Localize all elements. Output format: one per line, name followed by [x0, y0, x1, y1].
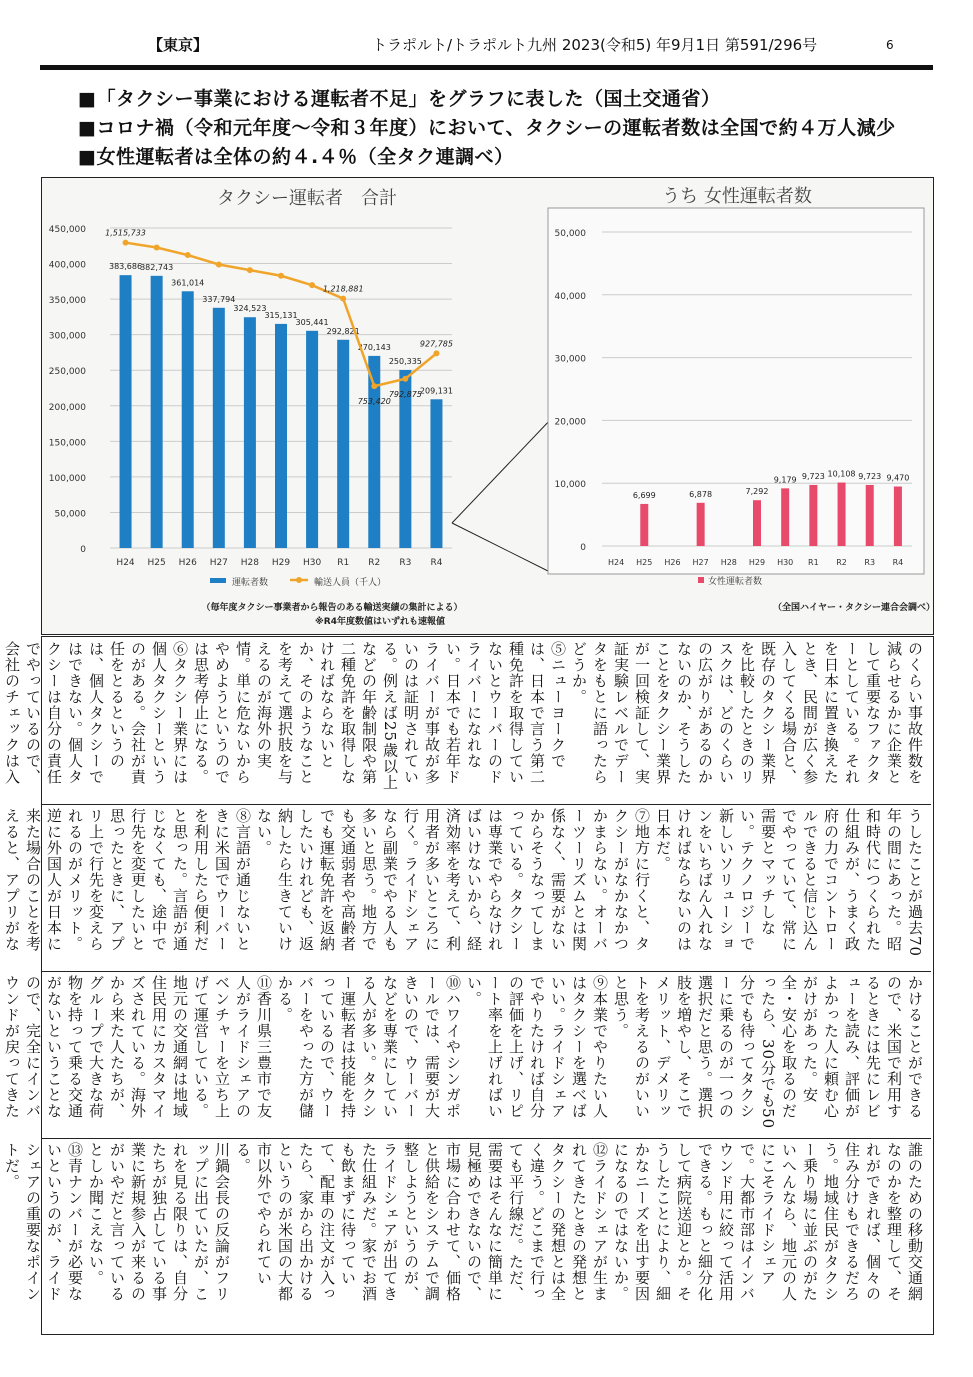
chart1-line-label: 792,875 — [388, 389, 422, 399]
chart2-y-tick: 50,000 — [554, 229, 586, 239]
chart1-bar — [244, 317, 256, 548]
chart2-legend-label: 女性運転者数 — [708, 577, 763, 587]
article-paragraph: 誰のための移動交通網なのかを整理して、それができれば、個々の住み分けもできるだろう。地域住民がタクシー乗り場に並ぶのがたいへんなら、地元の人にこそライドシェアで。大都市部はインバウンド用に絞って活用できる。もっと細分化して病院送迎とか。そうしたことにより、細かなニーズを出す要因になるのではないか。 — [612, 1142, 924, 1302]
chart2-bar-label: 9,723 — [858, 471, 882, 481]
chart1-bar-label: 250,335 — [388, 356, 422, 366]
chart1-bar — [213, 308, 225, 548]
chart1-line-point — [433, 350, 439, 356]
chart1-bar — [120, 275, 132, 548]
chart1-x-tick: H28 — [240, 558, 260, 568]
chart1-bar-label: 209,131 — [419, 386, 454, 396]
bullet-1: ■「タクシー事業における運転者不足」をグラフに表した（国土交通省） — [78, 88, 721, 110]
article-paragraph: ⑬青ナンバーが必要ないというのが、ライドシェアの重要なポイントだ。 — [3, 1142, 84, 1302]
chart1-x-tick: R3 — [399, 558, 412, 568]
chart1-bar-label: 382,743 — [140, 262, 174, 272]
article-paragraph: ⑪香川県三豊市で友人がライドシェアのベンチャーを立ち上げて運営している。地元の交通網は地域住民用にカスタマイズされている。海外から来た人たちが、グループで大きな荷物を持って乗る交通がないということなので、完全にインバウンドが戻ってきた — [3, 975, 273, 1119]
chart1-x-tick: H27 — [209, 558, 228, 568]
chart2-bar-label: 6,699 — [632, 490, 656, 500]
chart1-legend-bar-swatch — [210, 578, 226, 583]
chart2-y-tick: 40,000 — [554, 291, 586, 302]
region-label: 【東京】 — [148, 36, 209, 54]
zoom-line-top — [452, 418, 552, 523]
article-paragraph: 川鍋会長の反論がフリップに出ていたが、これを見る限りは、自分たちが独占している事業に新規参入が来るのがいやだと言っているとしか聞こえない。 — [87, 1142, 231, 1302]
chart1-line-point — [340, 296, 346, 302]
article-band-divider — [42, 971, 931, 972]
chart2-x-tick: H25 — [636, 558, 653, 567]
chart1-y-tick: 400,000 — [48, 260, 86, 271]
chart2-note: （全国ハイヤー・タクシー連合会調べ） — [772, 603, 936, 613]
chart2-x-tick: H29 — [748, 558, 766, 567]
chart1-bar-label: 324,523 — [233, 304, 267, 314]
chart1-legend-line-marker — [296, 577, 302, 583]
chart2-bar-label: 9,470 — [886, 473, 910, 483]
chart1-bar-label: 383,686 — [108, 262, 143, 272]
chart2-bar-label: 6,878 — [689, 489, 713, 499]
chart2-x-tick: R1 — [808, 558, 819, 567]
chart1-line-label: 1,218,881 — [322, 284, 364, 294]
article-paragraph: ⑤ニューヨークでは、日本で言う第二種免許を取得していないとウーバーのドライバーになれない。日本でも若年ドライバーが事故が多いのは証明されている。例えば25歳以上などの年齢制限や第二種免許を取得しなければならないとか、そのようなことを考えて選択肢を与えるのが海外の実情。単に危ないからやめようというのでは思考停止になる。 — [192, 641, 567, 791]
chart2-x-tick: R2 — [836, 558, 847, 567]
bullet-3: ■女性運転者は全体の約４.４％（全タク連調べ） — [78, 146, 514, 168]
chart2-bar — [753, 500, 761, 546]
chart1-x-tick: H24 — [116, 558, 135, 568]
chart1-y-tick: 450,000 — [48, 225, 86, 235]
header-rule — [40, 65, 933, 70]
chart1-y-tick: 300,000 — [48, 331, 86, 342]
chart1-bar — [275, 324, 287, 548]
chart1-line-label: 927,785 — [419, 339, 454, 349]
chart1-line-point — [185, 252, 191, 258]
chart1-line-point — [402, 376, 408, 382]
chart1-y-tick: 250,000 — [48, 367, 86, 378]
page-number: 6 — [886, 38, 894, 52]
chart1-x-tick: H29 — [271, 558, 291, 568]
chart2-bar — [640, 504, 648, 546]
charts-svg — [42, 178, 936, 634]
chart1-line-label: 753,420 — [357, 397, 391, 407]
chart-figure — [41, 177, 934, 635]
article-paragraph: ⑦地方に行くと、タクシーがなかなかつかまらない。オーバーツーリズムとは関係なく、需要がないからそうなってしまっている。タクシーは専業でやらなければいけないから、経済効率を考えて、利用者が多いところに行く。ライドシェアなら副業でやる人も多いと思う。地方でも交通弱者や高齢者でも運転免許を返納したいけれども、返納したら生きていけない。 — [255, 808, 651, 952]
chart1-y-tick: 50,000 — [54, 509, 86, 520]
chart2-bar-label: 10,108 — [827, 469, 856, 479]
article-band-divider — [42, 1138, 931, 1139]
chart1-bar-label: 361,014 — [171, 278, 205, 288]
chart2-bar — [894, 487, 902, 546]
chart1-x-tick: H30 — [302, 558, 322, 568]
chart1-x-tick: R2 — [368, 558, 381, 568]
chart1-title: タクシー運転者 合計 — [217, 188, 397, 209]
article-paragraph: かけることができるので、米国で利用するときには先にレビューを読み、評価がよかった人に頼む心がけがあった。安全・安心を取るのだったら、30分でも50分でも待ってタクシーに乗るのが一つの選択だと思う。選択肢を増やし、そこでメリット、デメリットを考えるのがいいと思う。 — [612, 975, 924, 1130]
chart1-x-tick: R4 — [430, 558, 443, 568]
chart1-line-point — [154, 245, 160, 251]
chart1-bar-label: 305,441 — [295, 317, 329, 327]
chart1-line-point — [278, 273, 284, 279]
page-header — [0, 30, 973, 60]
chart2-x-tick: H27 — [692, 558, 709, 567]
chart2-bar — [866, 485, 874, 546]
chart2-x-tick: H24 — [607, 558, 625, 567]
chart1-bar-label: 315,131 — [264, 310, 298, 320]
article-band — [3, 806, 929, 969]
article-paragraph: のくらい事故件数を減らせるかに企業として重要なファクターとしている。それを日本に置き換えたとき、民間が広く参入してくる場合と、既存のタクシー業界を比較したときのリスクは、どのくらいの広がりがあるのかないのか、そうしたことをタクシー業界が一回検証して、実証実験レベルでデータをもとに語ったらどうか。 — [570, 641, 924, 785]
chart1-legend-bar-label: 運転者数 — [232, 578, 269, 588]
chart1-note-1: （毎年度タクシー事業者から報告のある輸送実績の集計による） — [201, 603, 463, 613]
chart1-x-tick: H26 — [178, 558, 197, 568]
chart2-legend-swatch — [698, 577, 704, 583]
article-paragraph: ⑫ライドシェアが生まれてきたときの発想とタクシーの発想とは全く違う。どこまで行っても平行線だ。ただ、需要はそんなに簡単に見極めできないので、市場に合わせて、価格と供給をシステムで調整しようというのが、ライドシェアが出てきた仕組みだ。家でお酒も飲まずに待っていて、配車の注文が入ったら、家から出かけるというのが米国の大都市以外でやられている。 — [234, 1142, 609, 1302]
article-band — [3, 973, 929, 1136]
chart2-bar-label: 9,723 — [801, 471, 825, 481]
chart2-x-tick: R3 — [864, 558, 876, 567]
chart1-y-tick: 350,000 — [48, 296, 86, 307]
chart1-bar — [337, 340, 349, 548]
article-paragraph: ⑥タクシー業界には個人タクシーというのがある。会社が責任をとるというのは、個人タクシーではできない。個人タクシーは自分の責任でやっているので、会社のチェックは入 — [3, 641, 189, 785]
chart1-line-point — [123, 240, 129, 246]
chart2-y-tick: 30,000 — [554, 354, 586, 365]
chart1-line-label: 1,515,733 — [105, 228, 146, 238]
chart1-y-tick: 200,000 — [48, 402, 86, 413]
article-paragraph: ⑧言語が通じないときに米国でウーバーを利用したら便利だと思った。言語が通じなくても、途中で行先を変更したいと思ったときに、アプリ上で行先を変えられるのがメリット。逆に外国人が日本に来た場合のことを考えると、アプリがな — [3, 808, 252, 952]
chart2-x-tick: R4 — [892, 558, 904, 567]
chart1-line-point — [309, 282, 315, 288]
article-body — [3, 636, 934, 1335]
chart2-bar — [838, 483, 846, 546]
chart2-bar — [781, 488, 789, 546]
chart1-bar — [182, 291, 194, 548]
chart1-y-tick: 100,000 — [48, 473, 86, 484]
chart2-x-tick: H26 — [664, 558, 681, 567]
chart2-y-tick: 20,000 — [554, 417, 586, 428]
chart2-bar — [697, 503, 705, 546]
zoom-line-bottom — [452, 523, 552, 573]
chart2-y-tick: 10,000 — [554, 480, 586, 491]
chart1-bar — [306, 331, 318, 548]
chart1-line-point — [247, 267, 253, 273]
chart1-bar-label: 292,821 — [326, 326, 360, 336]
article-paragraph: ⑩ハワイやシンガポールでは、需要が大きいので、ウーバーなどを専業にしている人が多い。タクシー運転者は技能を持っているので、ウーバーをやった方が儲かる。 — [276, 975, 462, 1119]
chart1-line-point — [371, 383, 377, 389]
article-band — [3, 639, 929, 802]
article-band — [3, 1140, 929, 1306]
chart1-line-point — [216, 261, 222, 267]
chart1-legend-line-label: 輸送人員（千人） — [314, 578, 387, 588]
bullet-2: ■コロナ禍（令和元年度～令和３年度）において、タクシーの運転者数は全国で約４万人減少 — [78, 117, 896, 139]
chart1-bar — [430, 399, 442, 548]
chart2-bar — [809, 485, 817, 546]
chart1-bar-label: 270,143 — [357, 342, 391, 352]
chart2-bar-label: 7,292 — [745, 487, 769, 497]
article-paragraph: うしたことが過去70年の間にあった。昭和時代につくられた仕組みが、うまく政府の力でコントロールできると信じ込んでやっていて、常に需要とマッチしない。テクノロジーで新しいソリューションをいちばん入れなければならないのは日本だ。 — [654, 808, 924, 958]
chart1-x-tick: H25 — [147, 558, 166, 568]
article-band-divider — [42, 804, 931, 805]
chart1-bar-label: 337,794 — [202, 294, 236, 304]
chart2-x-tick: H30 — [777, 558, 794, 567]
chart1-x-tick: R1 — [337, 558, 350, 568]
chart2-y-tick: 0 — [580, 543, 586, 553]
chart1-bar — [151, 276, 163, 548]
chart1-y-tick: 0 — [80, 545, 86, 555]
publication-info: トラポルト/トラポルト九州 2023(令和5) 年9月1日 第591/296号 — [372, 36, 818, 54]
chart2-bar-label: 9,179 — [773, 475, 797, 485]
chart2-x-tick: H28 — [720, 558, 737, 567]
chart2-title: うち 女性運転者数 — [662, 186, 812, 207]
chart1-note-2: ※R4年度数値はいずれも速報値 — [315, 617, 445, 627]
chart1-y-tick: 150,000 — [48, 438, 86, 449]
article-paragraph: ⑨本業でやりたい人はタクシーを選べばいい。ライドシェアでやりたければ自分の評価を上げ、リピート率を上げればいい。 — [465, 975, 609, 1119]
